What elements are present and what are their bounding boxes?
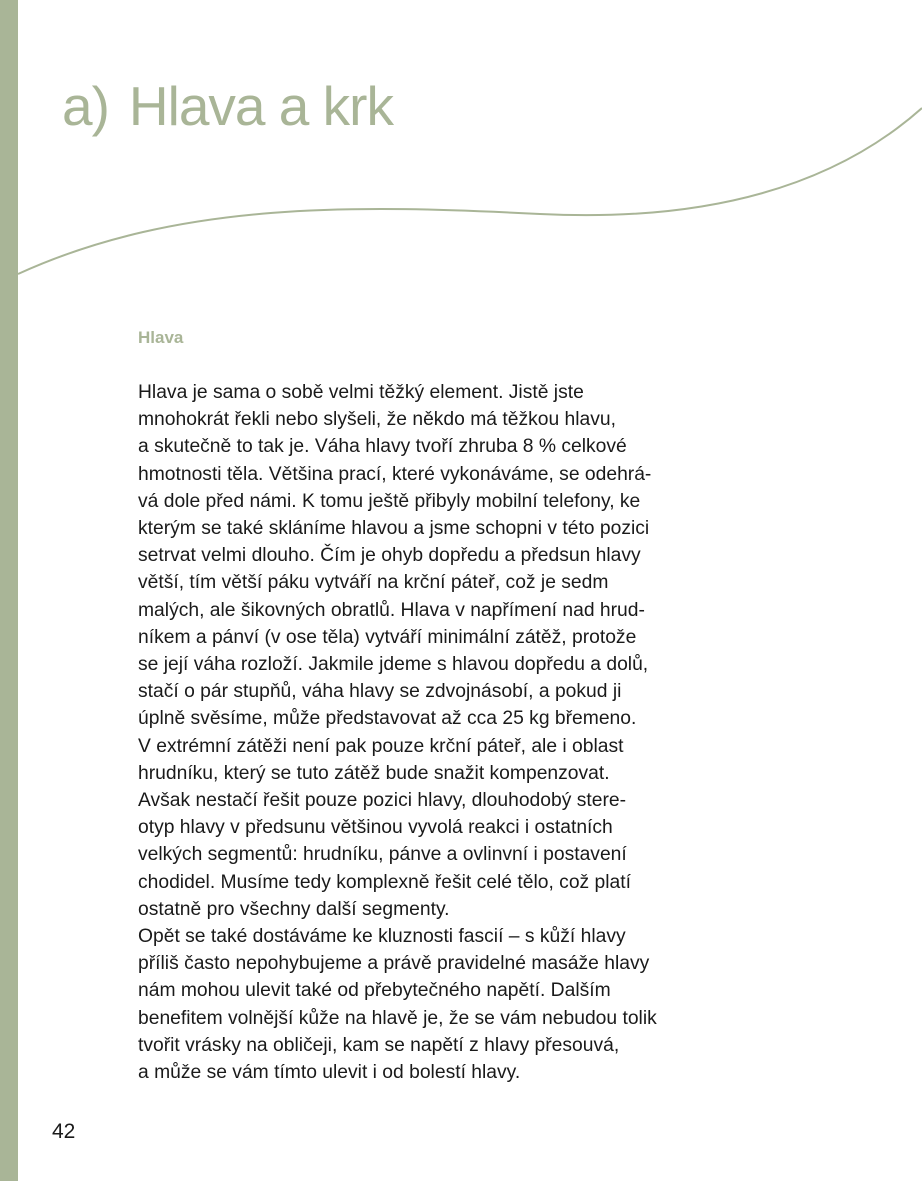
body-line: velkých segmentů: hrudníku, pánve a ovlinvní i postavení (138, 844, 627, 866)
body-line: setrvat velmi dlouho. Čím je ohyb dopředu a předsun hlavy (138, 545, 641, 567)
body-line: hrudníku, který se tuto zátěž bude snažit kompenzovat. (138, 762, 610, 784)
page-number: 42 (52, 1120, 76, 1143)
body-line: otyp hlavy v předsunu většinou vyvolá reakci i ostatních (138, 817, 613, 839)
body-line: tvořit vrásky na obličeji, kam se napětí z hlavy přesouvá, (138, 1034, 620, 1056)
body-line: malých, ale šikovných obratlů. Hlava v napřímení nad hrud- (138, 599, 645, 621)
chapter-title-text: Hlava a krk (128, 75, 393, 137)
body-line: Avšak nestačí řešit pouze pozici hlavy, dlouhodobý stere- (138, 790, 627, 812)
body-line: Hlava je sama o sobě velmi těžký element. Jistě jste (138, 382, 584, 403)
body-line: V extrémní zátěži není pak pouze krční páteř, ale i oblast (138, 735, 624, 757)
body-line: níkem a pánví (v ose těla) vytváří minimální zátěž, protože (138, 626, 637, 648)
body-line: kterým se také skláníme hlavou a jsme schopni v této pozici (138, 518, 650, 540)
decorative-wave-line (0, 0, 922, 300)
body-line: nám mohou ulevit také od přebytečného napětí. Dalším (138, 980, 611, 1002)
body-line: větší, tím větší páku vytváří na krční páteř, což je sedm (138, 572, 609, 594)
chapter-title (62, 68, 393, 144)
body-text (138, 379, 778, 1086)
body-line: benefitem volnější kůže na hlavě je, že se vám nebudou tolik (138, 1007, 657, 1029)
body-line: Opět se také dostáváme ke kluznosti fascií – s kůží hlavy (138, 926, 626, 948)
body-line: příliš často nepohybujeme a právě pravidelné masáže hlavy (138, 953, 650, 975)
body-line: vá dole před námi. K tomu ještě přibyly mobilní telefony, ke (138, 490, 641, 512)
section-heading: Hlava (138, 328, 184, 347)
body-line: chodidel. Musíme tedy komplexně řešit celé tělo, což platí (138, 871, 631, 893)
body-line: hmotnosti těla. Většina prací, které vykonáváme, se odehrá- (138, 463, 652, 485)
body-line: a skutečně to tak je. Váha hlavy tvoří zhruba 8 % celkové (138, 436, 627, 458)
body-line: a může se vám tímto ulevit i od bolestí hlavy. (138, 1062, 521, 1084)
body-line: stačí o pár stupňů, váha hlavy se zdvojnásobí, a pokud ji (138, 681, 622, 703)
body-line: se její váha rozloží. Jakmile jdeme s hlavou dopředu a dolů, (138, 654, 649, 676)
body-line: mnohokrát řekli nebo slyšeli, že někdo má těžkou hlavu, (138, 409, 616, 431)
body-line: úplně svěsíme, může představovat až cca 25 kg břemeno. (138, 708, 637, 730)
body-line: ostatně pro všechny další segmenty. (138, 898, 450, 920)
chapter-label: a) (62, 75, 109, 137)
